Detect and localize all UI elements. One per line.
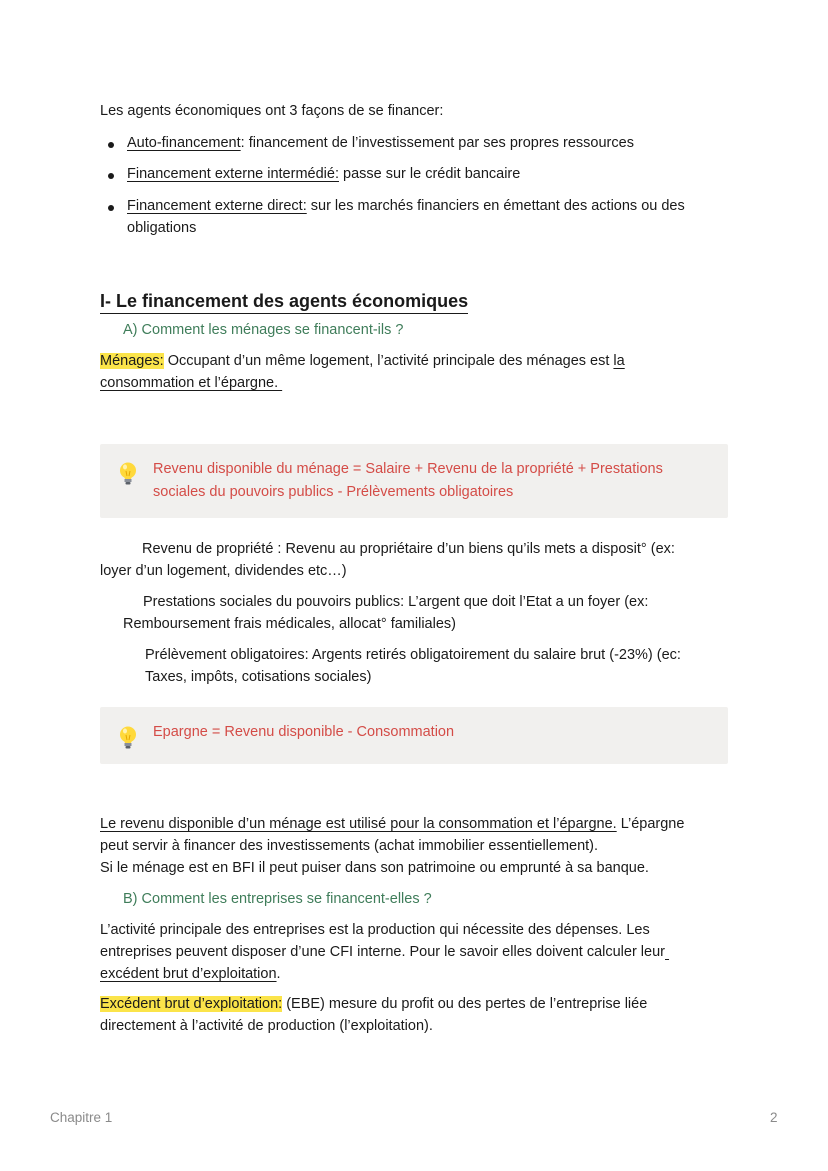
bullet-term: Auto-financement <box>127 135 241 151</box>
subheading-a: A) Comment les ménages se financent-ils ? <box>123 322 404 338</box>
def-prestations-line1: Prestations sociales du pouvoirs publics: L’argent que doit l’Etat a un foyer (ex: <box>143 594 649 610</box>
def-prestations-line2: Remboursement frais médicales, allocat° familiales) <box>123 616 456 632</box>
bullet-text: : financement de l’investissement par ses propres ressources <box>240 135 634 151</box>
bullet-text: passe sur le crédit bancaire <box>338 166 521 182</box>
bullet-dot <box>108 205 114 211</box>
bullet-dot <box>108 173 114 179</box>
lightbulb-icon <box>117 461 139 487</box>
revenu-underlined: Le revenu disponible d’un ménage est utilisé pour la consommation et l’épargne. <box>100 816 617 832</box>
entreprises-underlined-space <box>665 944 669 960</box>
menages-underlined: la <box>613 353 625 369</box>
entreprises-line2 <box>100 941 669 964</box>
entreprises-text: entreprises peuvent disposer d’une CFI interne. Pour le savoir elles doivent calculer leur <box>100 944 665 960</box>
list-item <box>127 195 685 218</box>
period: . <box>276 966 281 982</box>
def-prelevement-line1: Prélèvement obligatoires: Argents retirés obligatoirement du salaire brut (-23%) (ec: <box>145 647 681 663</box>
menages-paragraph-line1 <box>100 350 625 373</box>
entreprises-line3 <box>100 963 281 986</box>
list-item <box>127 163 520 186</box>
bullet-term: Financement externe intermédié: <box>127 166 339 182</box>
callout-revenu-disponible <box>100 444 728 518</box>
intro-text: Les agents économiques ont 3 façons de se financer: <box>100 103 444 119</box>
ebe-line2: directement à l’activité de production (l’exploitation). <box>100 1018 433 1034</box>
def-prelevement-line2: Taxes, impôts, cotisations sociales) <box>145 669 372 685</box>
revenu-paragraph-line2: peut servir à financer des investissements (achat immobilier essentiellement). <box>100 838 599 854</box>
menages-underlined-2: consommation et l’épargne. <box>100 375 283 391</box>
ebe-text: (EBE) mesure du profit ou des pertes de l’entreprise liée <box>282 996 648 1012</box>
section-title: I- Le financement des agents économiques <box>100 290 468 314</box>
footer-chapter: Chapitre 1 <box>50 1110 113 1125</box>
footer-page-number: 2 <box>770 1110 778 1125</box>
def-revenu-propriete-line2: loyer d’un logement, dividendes etc…) <box>100 563 347 579</box>
def-revenu-propriete-line1: Revenu de propriété : Revenu au propriétaire d’un biens qu’ils mets a disposit° (ex: <box>142 541 675 557</box>
bullet-term: Financement externe direct: <box>127 198 307 214</box>
ebe-line1 <box>100 993 647 1016</box>
ebe-term: Excédent brut d’exploitation: <box>100 996 283 1012</box>
bullet-dot <box>108 142 114 148</box>
entreprises-line1: L’activité principale des entreprises est la production qui nécessite des dépenses. Les <box>100 922 650 938</box>
subheading-b: B) Comment les entreprises se financent-elles ? <box>123 891 432 907</box>
bullet-text: sur les marchés financiers en émettant des actions ou des <box>306 198 685 214</box>
list-item <box>127 132 634 155</box>
callout-line: sociales du pouvoirs publics - Prélèvements obligatoires <box>153 484 514 500</box>
callout-line: Epargne = Revenu disponible - Consommation <box>153 724 455 740</box>
bullet-text-continued: obligations <box>127 220 197 236</box>
menages-term: Ménages: <box>100 353 164 369</box>
menages-paragraph-line2 <box>100 372 282 395</box>
revenu-paragraph-line3: Si le ménage est en BFI il peut puiser dans son patrimoine ou emprunté à sa banque. <box>100 860 649 876</box>
revenu-rest: L’épargne <box>616 816 685 832</box>
callout-line: Revenu disponible du ménage = Salaire + Revenu de la propriété + Prestations <box>153 461 663 477</box>
menages-text: Occupant d’un même logement, l’activité principale des ménages est <box>163 353 614 369</box>
revenu-paragraph-line1 <box>100 813 684 836</box>
lightbulb-icon <box>117 725 139 751</box>
ebe-underlined: excédent brut d’exploitation <box>100 966 277 982</box>
callout-epargne <box>100 707 728 764</box>
